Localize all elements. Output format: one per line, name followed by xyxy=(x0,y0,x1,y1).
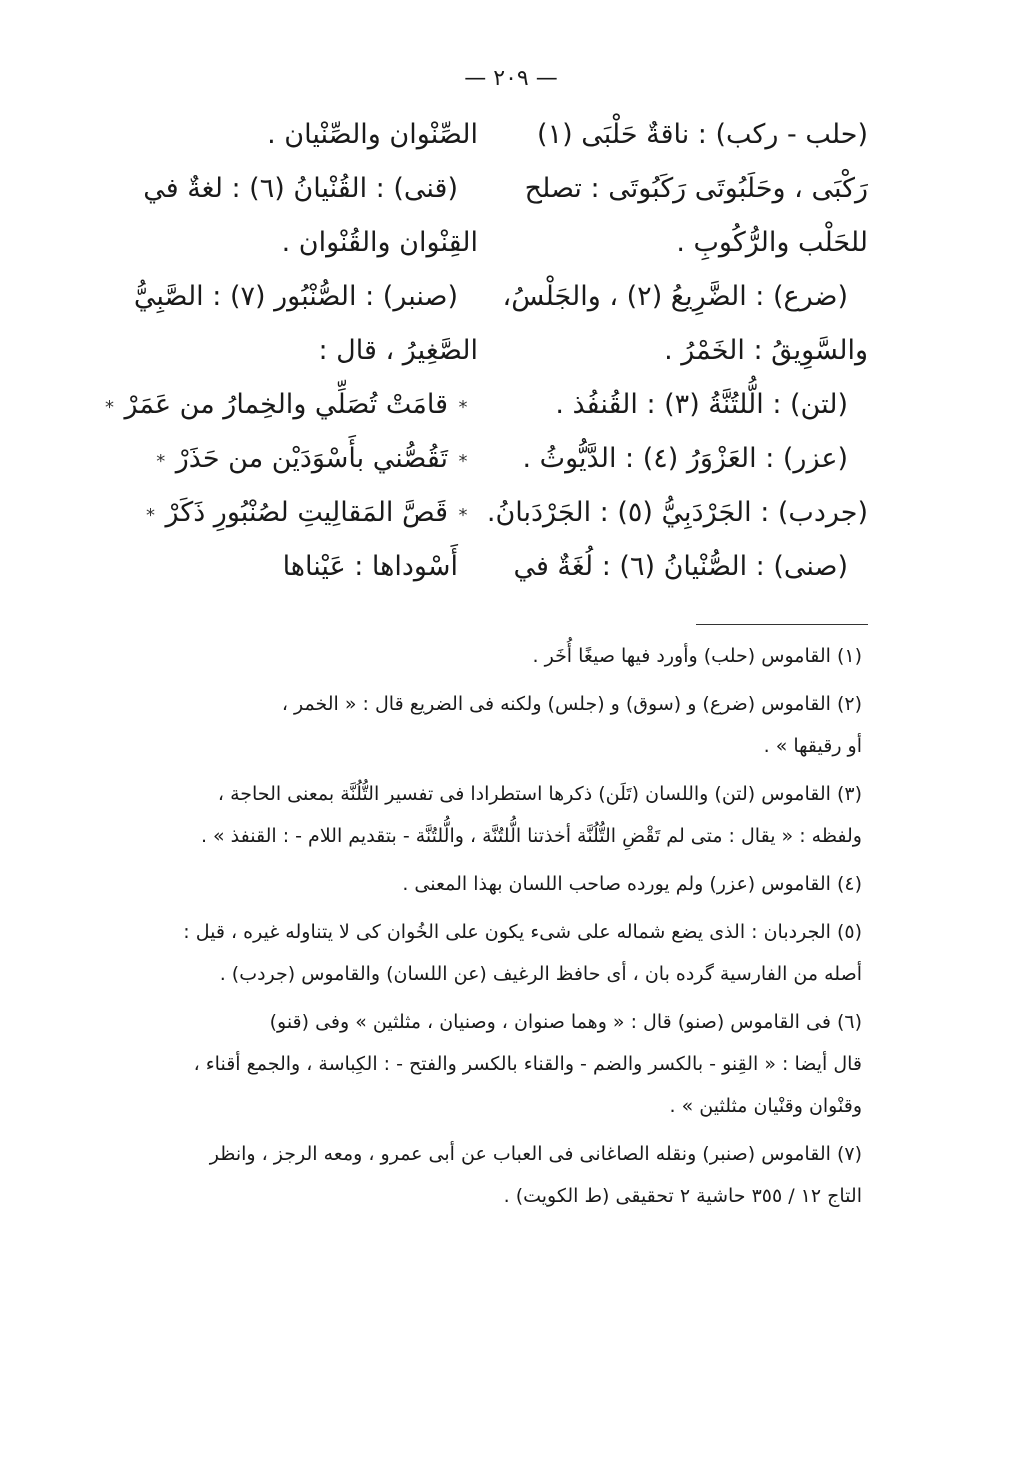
text-line: (عزر) : العَزْوَرُ (٤) : الدَّيُّوثُ . xyxy=(522,443,848,474)
verse-star-icon: * xyxy=(458,397,468,418)
text-line: (لتن) : الُّلتُنَّةُ (٣) : القُنفُذ . xyxy=(555,389,848,420)
text-line: الصِّنْوان والصِّنْيان . xyxy=(267,119,478,150)
verse-star-icon: * xyxy=(458,505,468,526)
footnote-line: أصله من الفارسية گرده بان ، أى حافظ الرغيف (عن اللسان) والقاموس (جردب) . xyxy=(219,963,862,985)
text-line: (حلب - ركب) : ناقةٌ حَلْبَى (١) xyxy=(537,119,868,150)
text-line: (جردب) : الجَرْدَبِيُّ (٥) : الجَرْدَبانُ. xyxy=(486,497,868,528)
verse-star-icon: * xyxy=(458,451,468,472)
footnote-line: التاج ١٢ / ٣٥٥ حاشية ٢ تحقيقى (ط الكويت) . xyxy=(503,1185,862,1207)
text-line: للحَلْب والرُّكُوبِ . xyxy=(676,227,868,258)
text-line: (ضرع) : الضَّرِيعُ (٢) ، والجَلْسُ، xyxy=(502,281,848,312)
verse-line xyxy=(120,486,478,540)
footnotes xyxy=(150,635,862,1217)
text-line: الصَّغِيرُ ، قال : xyxy=(318,335,478,366)
text-line: (قنى) : القُنْيانُ (٦) : لغةٌ في xyxy=(143,173,458,204)
verse-line xyxy=(104,378,478,432)
verse-star-icon: * xyxy=(145,505,155,526)
verse-line xyxy=(120,432,478,486)
footnote-divider xyxy=(696,624,868,625)
verse-star-icon: * xyxy=(156,451,166,472)
text-line: والسَّوِيقُ : الخَمْرُ . xyxy=(664,335,868,366)
verse-text: تَقُصُّني بأَسْوَدَيْن من حَذَرْ xyxy=(175,443,448,474)
footnote-line: قال أيضا : « القِنو - بالكسر والضم - والقناء بالكسر والفتح - : الكِباسة ، والجمع أقناء ، xyxy=(193,1053,862,1075)
text-line: (صنى) : الصُّنْيانُ (٦) : لُغَةٌ في xyxy=(513,551,848,582)
footnote-line: (٧) القاموس (صنبر) ونقله الصاغانى فى العباب عن أبى عمرو ، ومعه الرجز ، وانظر xyxy=(209,1143,862,1165)
footnote-line: (٣) القاموس (لتن) واللسان (تَلَن) ذكرها استطرادا فى تفسير التُّلُنَّة بمعنى الحاجة ، xyxy=(217,783,862,805)
footnote-line: (٦) فى القاموس (صنو) قال : « وهما صنوان ، وصنيان ، مثلثين » وفى (قنو) xyxy=(269,1011,862,1033)
verse-star-icon: * xyxy=(104,397,114,418)
text-line: (صنبر) : الصُّنْبُور (٧) : الصَّبِيُّ xyxy=(133,281,458,312)
verse-text: قَصَّ المَقالِيتِ لصُنْبُورِ ذَكَرْ xyxy=(165,497,448,528)
page-number: — ٢٠٩ — xyxy=(464,66,558,91)
text-line: أَسْوداها : عَيْناها xyxy=(282,551,458,582)
footnote-line: (٢) القاموس (ضرع) و (سوق) و (جلس) ولكنه فى الضريع قال : « الخمر ، xyxy=(281,693,862,715)
verse-text: قامَتْ تُصَلِّي والخِمارُ من عَمَرْ xyxy=(124,389,448,420)
footnote-line: وقنْوان وقنْيان مثلثين » . xyxy=(669,1095,862,1117)
footnote-line: أو رقيقها » . xyxy=(763,735,862,757)
footnote-line: (٤) القاموس (عزر) ولم يورده صاحب اللسان بهذا المعنى . xyxy=(402,873,862,895)
text-line: رَكْبَى ، وحَلَبُوتَى رَكَبُوتَى : تصلح xyxy=(524,173,868,204)
footnote-line: (٥) الجردبان : الذى يضع شماله على شىء يكون على الخُوان كى لا يتناوله غيره ، قيل : xyxy=(183,921,862,943)
left-column xyxy=(104,108,478,594)
text-line: القِنْوان والقُنْوان . xyxy=(281,227,478,258)
footnote-line: ولفظه : « يقال : متى لم تَقْضِ التُّلُنَّة أخذتنا الُّلتُنَّة ، والُّلتُنَّة - بتقديم اللام - : القنفذ » . xyxy=(200,825,862,847)
footnote-line: (١) القاموس (حلب) وأورد فيها صيغًا أُخَر . xyxy=(532,645,862,667)
right-column xyxy=(486,108,868,594)
